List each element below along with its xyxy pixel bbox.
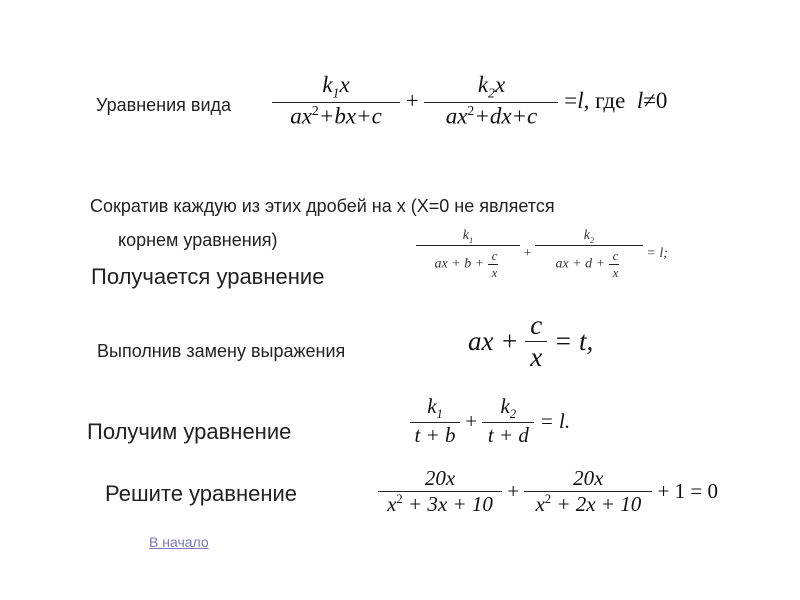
fraction-2: $\frac{k_2x}{ax^2+dx+c}$ <box>424 72 558 129</box>
fraction-2: $k_2$ ax + d + $\frac{c}{x}$ <box>535 228 643 281</box>
new-equation-label: Получим уравнение <box>87 419 292 444</box>
solve-equation-formula: $\frac{20x}{x^2 + 3x + 10}$ + $\frac{20x}{x^2 + 2x + 10}$ + 1 = 0 <box>378 466 718 517</box>
fraction-1: $\frac{k_1x}{ax^2+bx+c}$ <box>272 72 400 129</box>
solve-equation-label: Решите уравнение <box>105 481 298 506</box>
new-equation-formula: $\frac{k_1}{t + b}$ + $\frac{k_2}{t + d}$ = l. <box>410 394 570 448</box>
resulting-equation-formula: $k_1$ ax + b + $\frac{c}{x}$ + $k_2$ ax + d + $\frac{c}{x}$ = l; <box>416 228 668 281</box>
simplify-text-line-1: Сократив каждую из этих дробей на х (Х=0 не является <box>90 196 555 216</box>
back-to-start-link[interactable]: В начало <box>149 534 209 550</box>
resulting-equation-label: Получается уравнение <box>91 264 325 289</box>
fraction-2: $\frac{20x}{x^2 + 2x + 10}$ <box>524 466 652 517</box>
fraction-2: $\frac{k_2}{t + d}$ <box>482 394 534 448</box>
substitution-label: Выполнив замену выражения <box>97 341 346 361</box>
equation-type-label: Уравнения вида <box>96 95 232 115</box>
equation-type-formula: $\frac{k_1x}{ax^2+bx+c}$ + $\frac{k_2x}{ax^2+dx+c}$ =l, где l≠0 <box>272 72 667 129</box>
fraction-1: $\frac{k_1}{t + b}$ <box>410 394 460 448</box>
fraction-1: $k_1$ ax + b + $\frac{c}{x}$ <box>416 228 520 281</box>
simplify-text-line-2: корнем уравнения) <box>118 230 278 250</box>
fraction-1: $\frac{20x}{x^2 + 3x + 10}$ <box>378 466 502 517</box>
substitution-formula: ax + $\frac{c}{x}$ = t, <box>468 310 594 372</box>
